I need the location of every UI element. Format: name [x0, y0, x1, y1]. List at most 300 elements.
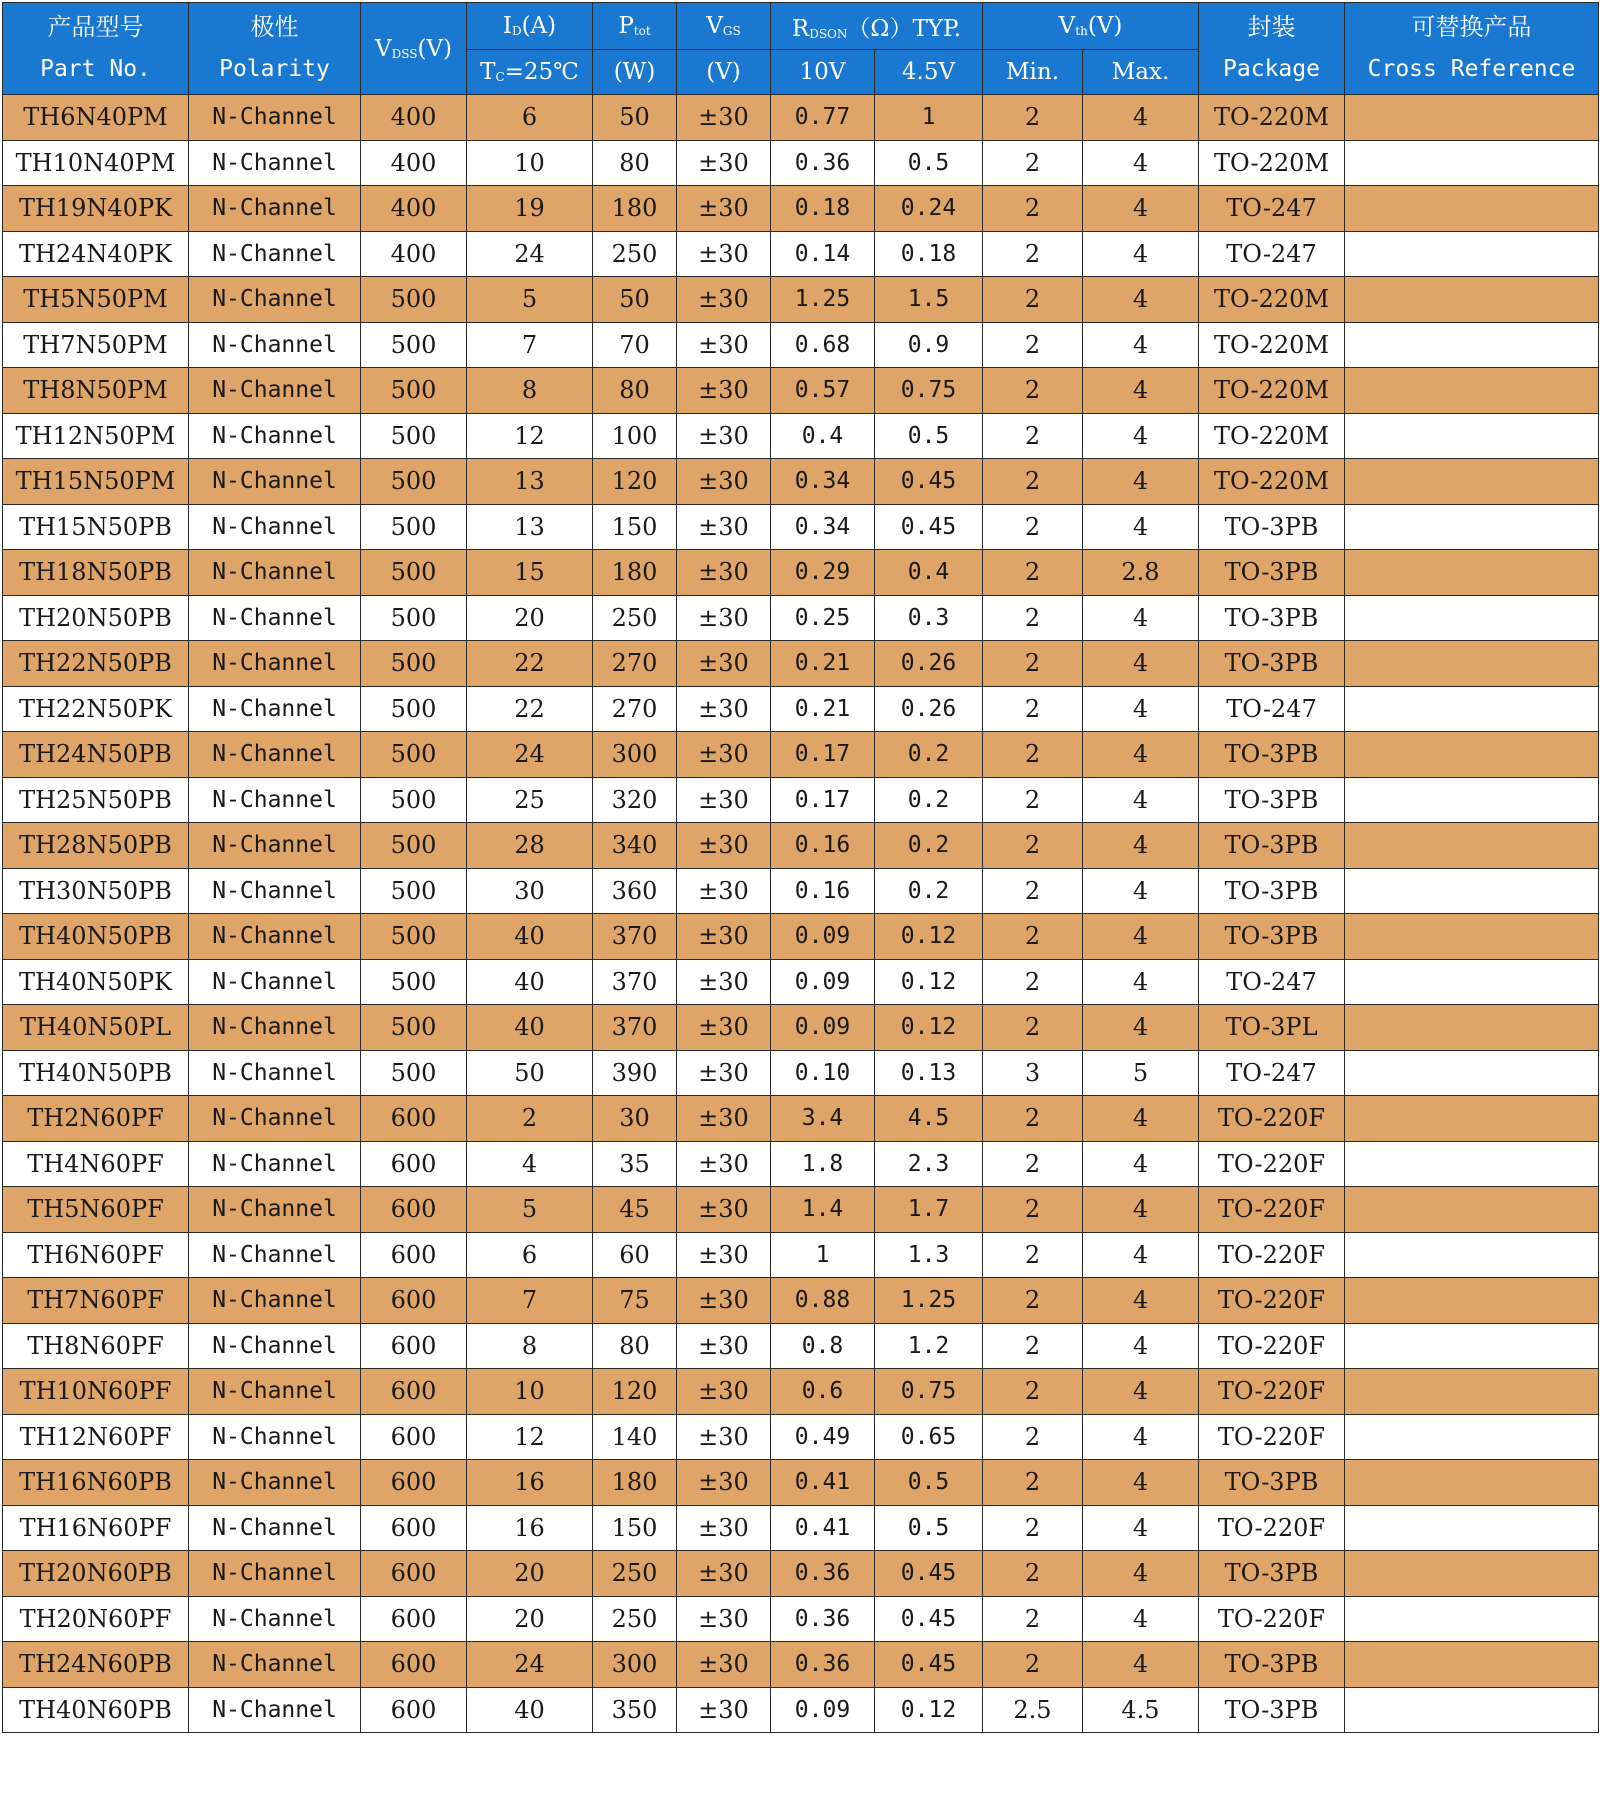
- cell-vgs: ±30: [677, 1551, 771, 1597]
- cell-package: TO-3PB: [1199, 1687, 1345, 1733]
- cell-cross-reference: [1345, 823, 1599, 869]
- header-id-cond-main: T: [480, 59, 496, 85]
- cell-rdson-4-5v: 0.5: [875, 413, 983, 459]
- cell-vdss: 500: [361, 777, 467, 823]
- cell-package: TO-220F: [1199, 1096, 1345, 1142]
- cell-ptot: 70: [593, 322, 677, 368]
- cell-part-no: TH16N60PF: [3, 1505, 189, 1551]
- cell-id: 10: [467, 140, 593, 186]
- cell-rdson-10v: 0.77: [771, 95, 875, 141]
- cell-vdss: 600: [361, 1596, 467, 1642]
- cell-ptot: 340: [593, 823, 677, 869]
- table-row: [3, 1414, 1599, 1460]
- cell-polarity: N-Channel: [189, 1460, 361, 1506]
- cell-vgs: ±30: [677, 186, 771, 232]
- cell-id: 13: [467, 459, 593, 505]
- cell-part-no: TH24N50PB: [3, 732, 189, 778]
- cell-vgs: ±30: [677, 959, 771, 1005]
- cell-polarity: N-Channel: [189, 914, 361, 960]
- header-vgs-main: V: [706, 13, 723, 39]
- header-polarity: [189, 3, 361, 95]
- cell-rdson-10v: 1.4: [771, 1187, 875, 1233]
- cell-id: 7: [467, 322, 593, 368]
- cell-vdss: 600: [361, 1551, 467, 1597]
- cell-rdson-4-5v: 0.75: [875, 1369, 983, 1415]
- cell-package: TO-220F: [1199, 1596, 1345, 1642]
- cell-vdss: 600: [361, 1687, 467, 1733]
- cell-cross-reference: [1345, 1050, 1599, 1096]
- cell-polarity: N-Channel: [189, 277, 361, 323]
- cell-vth-min: 2: [983, 322, 1083, 368]
- cell-id: 20: [467, 1596, 593, 1642]
- header-rdson-unit: （Ω）TYP.: [847, 15, 962, 42]
- table-row: [3, 914, 1599, 960]
- cell-rdson-4-5v: 0.2: [875, 868, 983, 914]
- cell-vdss: 500: [361, 868, 467, 914]
- cell-vdss: 500: [361, 641, 467, 687]
- cell-polarity: N-Channel: [189, 368, 361, 414]
- cell-rdson-10v: 0.18: [771, 186, 875, 232]
- cell-vth-min: 3: [983, 1050, 1083, 1096]
- cell-polarity: N-Channel: [189, 459, 361, 505]
- cell-vgs: ±30: [677, 1187, 771, 1233]
- cell-rdson-10v: 0.17: [771, 777, 875, 823]
- table-row: [3, 322, 1599, 368]
- cell-package: TO-247: [1199, 686, 1345, 732]
- table-row: [3, 868, 1599, 914]
- cell-id: 50: [467, 1050, 593, 1096]
- cell-vth-min: 2: [983, 550, 1083, 596]
- cell-vdss: 600: [361, 1096, 467, 1142]
- cell-vgs: ±30: [677, 1323, 771, 1369]
- cell-polarity: N-Channel: [189, 186, 361, 232]
- cell-ptot: 80: [593, 1323, 677, 1369]
- cell-ptot: 250: [593, 231, 677, 277]
- cell-vdss: 500: [361, 459, 467, 505]
- cell-vth-max: 4: [1083, 959, 1199, 1005]
- cell-vgs: ±30: [677, 1278, 771, 1324]
- cell-vth-min: 2: [983, 1460, 1083, 1506]
- header-rdson: [771, 3, 983, 50]
- cell-cross-reference: [1345, 413, 1599, 459]
- cell-package: TO-220M: [1199, 459, 1345, 505]
- cell-rdson-4-5v: 0.4: [875, 550, 983, 596]
- table-row: [3, 1687, 1599, 1733]
- table-row: [3, 1323, 1599, 1369]
- cell-vgs: ±30: [677, 277, 771, 323]
- cell-rdson-10v: 0.09: [771, 959, 875, 1005]
- cell-vth-max: 4: [1083, 595, 1199, 641]
- table-row: [3, 368, 1599, 414]
- cell-rdson-10v: 0.10: [771, 1050, 875, 1096]
- cell-ptot: 45: [593, 1187, 677, 1233]
- cell-vdss: 500: [361, 595, 467, 641]
- cell-id: 24: [467, 1642, 593, 1688]
- cell-cross-reference: [1345, 1005, 1599, 1051]
- cell-part-no: TH19N40PK: [3, 186, 189, 232]
- cell-vgs: ±30: [677, 1596, 771, 1642]
- cell-vdss: 400: [361, 231, 467, 277]
- cell-part-no: TH40N60PB: [3, 1687, 189, 1733]
- cell-cross-reference: [1345, 1187, 1599, 1233]
- cell-vth-min: 2: [983, 914, 1083, 960]
- cell-part-no: TH4N60PF: [3, 1141, 189, 1187]
- cell-rdson-4-5v: 0.45: [875, 1642, 983, 1688]
- cell-rdson-10v: 0.34: [771, 504, 875, 550]
- cell-rdson-4-5v: 1: [875, 95, 983, 141]
- cell-vdss: 600: [361, 1232, 467, 1278]
- cell-id: 8: [467, 1323, 593, 1369]
- table-body: [3, 95, 1599, 1733]
- cell-part-no: TH8N60PF: [3, 1323, 189, 1369]
- cell-vdss: 500: [361, 413, 467, 459]
- cell-cross-reference: [1345, 95, 1599, 141]
- cell-polarity: N-Channel: [189, 1096, 361, 1142]
- cell-part-no: TH5N50PM: [3, 277, 189, 323]
- cell-rdson-10v: 0.25: [771, 595, 875, 641]
- table-row: [3, 641, 1599, 687]
- cell-vth-min: 2: [983, 1596, 1083, 1642]
- cell-package: TO-3PB: [1199, 732, 1345, 778]
- cell-vth-min: 2: [983, 868, 1083, 914]
- cell-rdson-10v: 0.21: [771, 641, 875, 687]
- cell-rdson-4-5v: 0.45: [875, 459, 983, 505]
- cell-vth-max: 4: [1083, 95, 1199, 141]
- cell-vth-min: 2: [983, 1232, 1083, 1278]
- cell-ptot: 75: [593, 1278, 677, 1324]
- table-row: [3, 1460, 1599, 1506]
- cell-vdss: 400: [361, 186, 467, 232]
- table-row: [3, 186, 1599, 232]
- cell-ptot: 370: [593, 914, 677, 960]
- cell-vth-max: 4: [1083, 686, 1199, 732]
- cell-package: TO-220F: [1199, 1232, 1345, 1278]
- cell-rdson-4-5v: 1.25: [875, 1278, 983, 1324]
- cell-cross-reference: [1345, 231, 1599, 277]
- cell-package: TO-220M: [1199, 413, 1345, 459]
- cell-rdson-4-5v: 0.26: [875, 641, 983, 687]
- cell-id: 16: [467, 1460, 593, 1506]
- cell-polarity: N-Channel: [189, 95, 361, 141]
- cell-vgs: ±30: [677, 868, 771, 914]
- cell-vth-min: 2: [983, 1278, 1083, 1324]
- cell-vgs: ±30: [677, 1232, 771, 1278]
- table-row: [3, 1505, 1599, 1551]
- cell-id: 13: [467, 504, 593, 550]
- cell-package: TO-3PB: [1199, 1642, 1345, 1688]
- cell-rdson-10v: 0.16: [771, 868, 875, 914]
- cell-id: 8: [467, 368, 593, 414]
- cell-cross-reference: [1345, 1141, 1599, 1187]
- cell-part-no: TH25N50PB: [3, 777, 189, 823]
- cell-part-no: TH40N50PL: [3, 1005, 189, 1051]
- cell-vgs: ±30: [677, 140, 771, 186]
- cell-vth-max: 4: [1083, 1414, 1199, 1460]
- cell-rdson-4-5v: 0.2: [875, 823, 983, 869]
- cell-vdss: 600: [361, 1642, 467, 1688]
- cell-rdson-4-5v: 0.18: [875, 231, 983, 277]
- cell-vth-max: 4: [1083, 140, 1199, 186]
- cell-cross-reference: [1345, 1596, 1599, 1642]
- cell-vgs: ±30: [677, 1096, 771, 1142]
- cell-vgs: ±30: [677, 1005, 771, 1051]
- cell-part-no: TH20N50PB: [3, 595, 189, 641]
- cell-id: 40: [467, 1687, 593, 1733]
- cell-rdson-10v: 0.14: [771, 231, 875, 277]
- cell-package: TO-220F: [1199, 1141, 1345, 1187]
- cell-polarity: N-Channel: [189, 1050, 361, 1096]
- table-header: [3, 3, 1599, 95]
- table-row: [3, 1096, 1599, 1142]
- cell-polarity: N-Channel: [189, 686, 361, 732]
- cell-rdson-10v: 0.21: [771, 686, 875, 732]
- cell-vdss: 600: [361, 1505, 467, 1551]
- table-row: [3, 1141, 1599, 1187]
- cell-ptot: 30: [593, 1096, 677, 1142]
- cell-cross-reference: [1345, 368, 1599, 414]
- header-rdson-4-5v: 4.5V: [875, 50, 983, 95]
- table-row: [3, 1232, 1599, 1278]
- cell-vgs: ±30: [677, 1414, 771, 1460]
- cell-vth-max: 4: [1083, 186, 1199, 232]
- cell-ptot: 300: [593, 1642, 677, 1688]
- header-cross-reference-zh: 可替换产品: [1411, 12, 1532, 41]
- cell-vth-max: 4: [1083, 1096, 1199, 1142]
- header-rdson-10v: 10V: [771, 50, 875, 95]
- cell-id: 16: [467, 1505, 593, 1551]
- cell-cross-reference: [1345, 186, 1599, 232]
- cell-ptot: 50: [593, 95, 677, 141]
- cell-vdss: 500: [361, 277, 467, 323]
- cell-vth-min: 2: [983, 186, 1083, 232]
- cell-part-no: TH7N50PM: [3, 322, 189, 368]
- cell-vth-max: 4: [1083, 914, 1199, 960]
- cell-id: 10: [467, 1369, 593, 1415]
- cell-package: TO-3PB: [1199, 550, 1345, 596]
- cell-vdss: 500: [361, 914, 467, 960]
- cell-rdson-10v: 1.25: [771, 277, 875, 323]
- cell-ptot: 300: [593, 732, 677, 778]
- cell-vth-min: 2: [983, 1187, 1083, 1233]
- header-ptot-main: P: [618, 13, 634, 39]
- cell-id: 24: [467, 231, 593, 277]
- cell-vth-max: 4: [1083, 413, 1199, 459]
- cell-rdson-10v: 0.09: [771, 1687, 875, 1733]
- header-vth-unit: (V): [1087, 13, 1123, 39]
- cell-cross-reference: [1345, 914, 1599, 960]
- cell-ptot: 250: [593, 595, 677, 641]
- cell-ptot: 180: [593, 1460, 677, 1506]
- cell-rdson-10v: 0.36: [771, 1642, 875, 1688]
- cell-id: 25: [467, 777, 593, 823]
- cell-rdson-4-5v: 4.5: [875, 1096, 983, 1142]
- table-row: [3, 1642, 1599, 1688]
- cell-vgs: ±30: [677, 504, 771, 550]
- cell-polarity: N-Channel: [189, 1187, 361, 1233]
- cell-rdson-4-5v: 2.3: [875, 1141, 983, 1187]
- table-row: [3, 777, 1599, 823]
- cell-polarity: N-Channel: [189, 1232, 361, 1278]
- mosfet-spec-table: [2, 2, 1599, 1733]
- cell-rdson-10v: 0.4: [771, 413, 875, 459]
- cell-polarity: N-Channel: [189, 322, 361, 368]
- cell-ptot: 270: [593, 686, 677, 732]
- cell-polarity: N-Channel: [189, 1687, 361, 1733]
- cell-part-no: TH24N40PK: [3, 231, 189, 277]
- cell-vth-max: 4: [1083, 1596, 1199, 1642]
- cell-vth-min: 2: [983, 1414, 1083, 1460]
- cell-ptot: 100: [593, 413, 677, 459]
- table-row: [3, 1551, 1599, 1597]
- cell-cross-reference: [1345, 1369, 1599, 1415]
- cell-package: TO-220M: [1199, 95, 1345, 141]
- cell-cross-reference: [1345, 277, 1599, 323]
- cell-polarity: N-Channel: [189, 140, 361, 186]
- table-row: [3, 1050, 1599, 1096]
- cell-polarity: N-Channel: [189, 868, 361, 914]
- cell-cross-reference: [1345, 686, 1599, 732]
- header-cross-reference: [1345, 3, 1599, 95]
- cell-vth-max: 4: [1083, 1323, 1199, 1369]
- cell-polarity: N-Channel: [189, 823, 361, 869]
- cell-rdson-10v: 1: [771, 1232, 875, 1278]
- cell-package: TO-3PB: [1199, 823, 1345, 869]
- cell-id: 40: [467, 1005, 593, 1051]
- cell-polarity: N-Channel: [189, 1323, 361, 1369]
- header-rdson-main: R: [791, 15, 810, 42]
- cell-vth-min: 2: [983, 823, 1083, 869]
- cell-id: 2: [467, 1096, 593, 1142]
- table-row: [3, 550, 1599, 596]
- cell-id: 20: [467, 1551, 593, 1597]
- cell-part-no: TH20N60PB: [3, 1551, 189, 1597]
- cell-vth-min: 2: [983, 140, 1083, 186]
- header-id-unit: (A): [521, 13, 557, 39]
- table-row: [3, 413, 1599, 459]
- cell-polarity: N-Channel: [189, 1414, 361, 1460]
- cell-package: TO-3PB: [1199, 914, 1345, 960]
- cell-id: 20: [467, 595, 593, 641]
- header-rdson-sub: DSON: [809, 26, 848, 41]
- cell-ptot: 180: [593, 550, 677, 596]
- cell-part-no: TH15N50PB: [3, 504, 189, 550]
- cell-ptot: 50: [593, 277, 677, 323]
- cell-polarity: N-Channel: [189, 732, 361, 778]
- cell-vth-min: 2: [983, 1323, 1083, 1369]
- cell-ptot: 140: [593, 1414, 677, 1460]
- cell-id: 40: [467, 959, 593, 1005]
- cell-part-no: TH40N50PB: [3, 914, 189, 960]
- cell-vdss: 400: [361, 140, 467, 186]
- cell-rdson-10v: 0.09: [771, 914, 875, 960]
- cell-vth-max: 4: [1083, 1551, 1199, 1597]
- cell-ptot: 350: [593, 1687, 677, 1733]
- cell-ptot: 270: [593, 641, 677, 687]
- cell-rdson-10v: 0.49: [771, 1414, 875, 1460]
- table-row: [3, 504, 1599, 550]
- cell-package: TO-247: [1199, 959, 1345, 1005]
- cell-vth-min: 2: [983, 777, 1083, 823]
- cell-id: 19: [467, 186, 593, 232]
- cell-rdson-4-5v: 0.12: [875, 959, 983, 1005]
- cell-vgs: ±30: [677, 1050, 771, 1096]
- cell-vth-max: 4: [1083, 641, 1199, 687]
- cell-rdson-4-5v: 0.45: [875, 1551, 983, 1597]
- cell-ptot: 320: [593, 777, 677, 823]
- header-id-cond-rest: =25℃: [504, 59, 579, 85]
- cell-cross-reference: [1345, 550, 1599, 596]
- cell-id: 30: [467, 868, 593, 914]
- cell-polarity: N-Channel: [189, 959, 361, 1005]
- cell-id: 6: [467, 95, 593, 141]
- cell-package: TO-3PL: [1199, 1005, 1345, 1051]
- cell-rdson-10v: 0.88: [771, 1278, 875, 1324]
- cell-vdss: 500: [361, 959, 467, 1005]
- cell-ptot: 35: [593, 1141, 677, 1187]
- cell-cross-reference: [1345, 641, 1599, 687]
- cell-vth-min: 2: [983, 595, 1083, 641]
- cell-ptot: 390: [593, 1050, 677, 1096]
- cell-id: 12: [467, 413, 593, 459]
- cell-vth-min: 2: [983, 686, 1083, 732]
- cell-package: TO-220M: [1199, 140, 1345, 186]
- cell-rdson-4-5v: 0.12: [875, 1005, 983, 1051]
- cell-part-no: TH12N60PF: [3, 1414, 189, 1460]
- cell-vgs: ±30: [677, 459, 771, 505]
- cell-rdson-4-5v: 0.5: [875, 1505, 983, 1551]
- cell-rdson-10v: 1.8: [771, 1141, 875, 1187]
- cell-rdson-4-5v: 0.75: [875, 368, 983, 414]
- cell-vdss: 600: [361, 1187, 467, 1233]
- cell-vth-max: 2.8: [1083, 550, 1199, 596]
- cell-rdson-4-5v: 0.5: [875, 1460, 983, 1506]
- cell-vth-min: 2: [983, 413, 1083, 459]
- header-vth-max: Max.: [1083, 50, 1199, 95]
- cell-part-no: TH40N50PB: [3, 1050, 189, 1096]
- cell-package: TO-220M: [1199, 322, 1345, 368]
- header-vgs: [677, 3, 771, 50]
- cell-vdss: 500: [361, 1005, 467, 1051]
- cell-rdson-4-5v: 0.13: [875, 1050, 983, 1096]
- cell-ptot: 120: [593, 1369, 677, 1415]
- cell-part-no: TH6N60PF: [3, 1232, 189, 1278]
- cell-vth-max: 4: [1083, 368, 1199, 414]
- cell-rdson-10v: 0.8: [771, 1323, 875, 1369]
- cell-ptot: 150: [593, 504, 677, 550]
- cell-vdss: 500: [361, 322, 467, 368]
- cell-vth-min: 2: [983, 641, 1083, 687]
- table-row: [3, 823, 1599, 869]
- cell-id: 28: [467, 823, 593, 869]
- cell-part-no: TH7N60PF: [3, 1278, 189, 1324]
- table-row: [3, 686, 1599, 732]
- cell-cross-reference: [1345, 868, 1599, 914]
- cell-vth-min: 2: [983, 1369, 1083, 1415]
- header-vdss-main: V: [374, 35, 392, 62]
- cell-package: TO-247: [1199, 186, 1345, 232]
- cell-package: TO-247: [1199, 231, 1345, 277]
- cell-part-no: TH20N60PF: [3, 1596, 189, 1642]
- cell-cross-reference: [1345, 1687, 1599, 1733]
- cell-vdss: 500: [361, 823, 467, 869]
- table-row: [3, 231, 1599, 277]
- cell-vgs: ±30: [677, 231, 771, 277]
- cell-part-no: TH24N60PB: [3, 1642, 189, 1688]
- cell-rdson-4-5v: 0.45: [875, 1596, 983, 1642]
- cell-id: 4: [467, 1141, 593, 1187]
- cell-vth-min: 2: [983, 277, 1083, 323]
- cell-vgs: ±30: [677, 1460, 771, 1506]
